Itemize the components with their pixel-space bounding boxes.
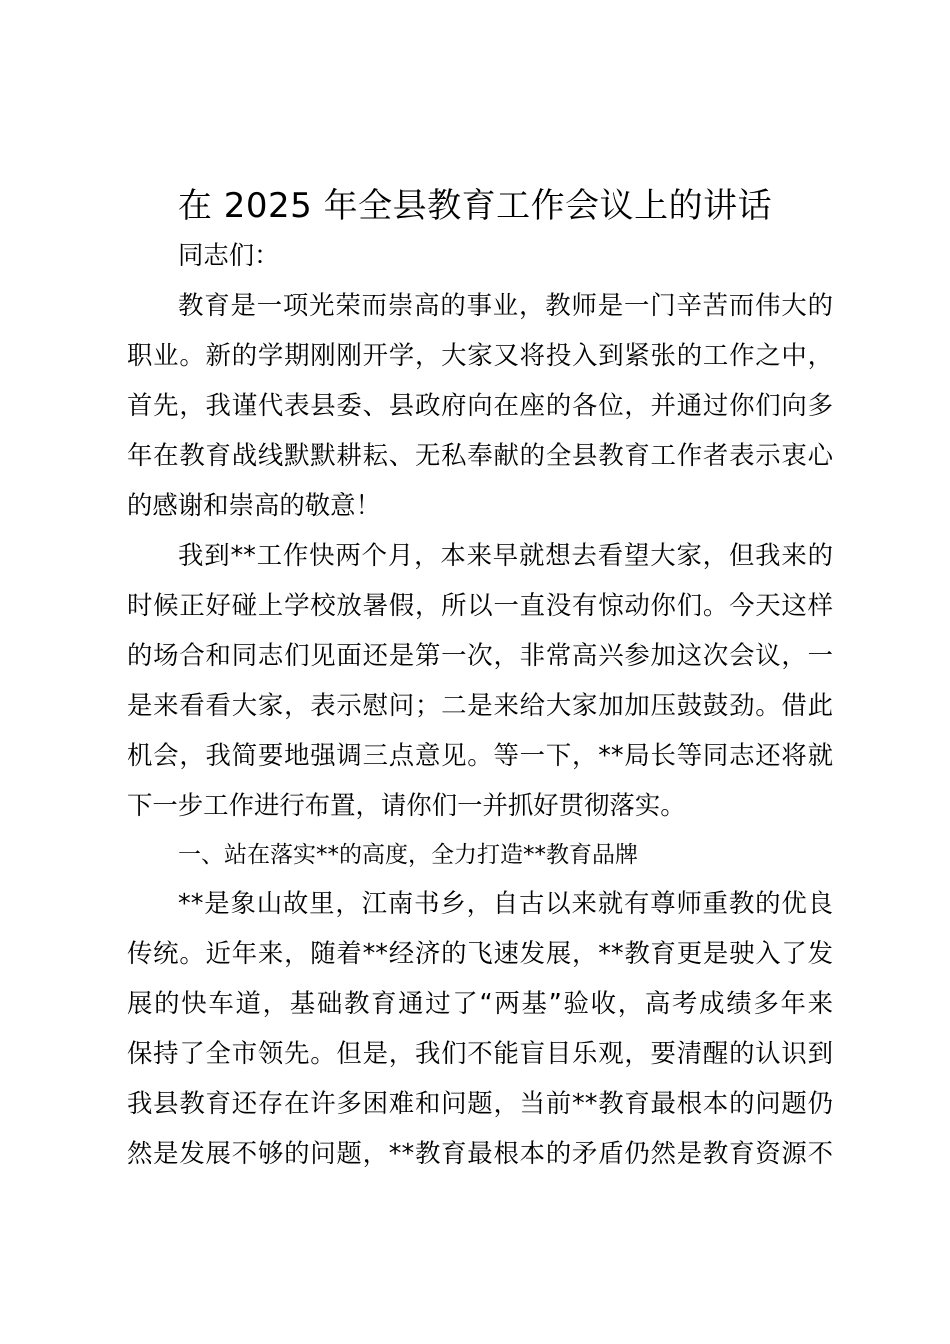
section-paragraph-line-1: **是象山故里，江南书乡，自古以来就有尊师重教的优良 xyxy=(178,888,833,918)
paragraph-1-line-4: 年在教育战线默默耕耘、无私奉献的全县教育工作者表示衷心 xyxy=(127,440,833,470)
paragraph-2-line-6: 下一步工作进行布置，请你们一并抓好贯彻落实。 xyxy=(127,790,686,820)
section-paragraph-line-2: 传统。近年来，随着**经济的飞速发展，**教育更是驶入了发 xyxy=(127,938,833,968)
document-title: 在 2025 年全县教育工作会议上的讲话 xyxy=(177,186,773,226)
section-heading: 一、站在落实**的高度，全力打造**教育品牌 xyxy=(178,842,638,868)
paragraph-1-line-1: 教育是一项光荣而崇高的事业，教师是一门辛苦而伟大的 xyxy=(178,290,833,320)
paragraph-2-line-4: 是来看看大家，表示慰问；二是来给大家加加压鼓鼓劲。借此 xyxy=(127,690,833,720)
paragraph-2-line-2: 时候正好碰上学校放暑假，所以一直没有惊动你们。今天这样 xyxy=(127,590,833,620)
section-paragraph-line-3: 展的快车道，基础教育通过了“两基”验收，高考成绩多年来 xyxy=(127,988,833,1018)
salutation: 同志们： xyxy=(178,240,280,270)
section-paragraph-line-5: 我县教育还存在许多困难和问题，当前**教育最根本的问题仍 xyxy=(127,1088,833,1118)
section-paragraph-line-6: 然是发展不够的问题，**教育最根本的矛盾仍然是教育资源不 xyxy=(127,1138,833,1168)
paragraph-1-line-3: 首先，我谨代表县委、县政府向在座的各位，并通过你们向多 xyxy=(127,390,833,420)
paragraph-1-line-5: 的感谢和崇高的敬意！ xyxy=(127,490,381,520)
paragraph-1-line-2: 职业。新的学期刚刚开学，大家又将投入到紧张的工作之中， xyxy=(127,340,833,370)
section-paragraph-line-4: 保持了全市领先。但是，我们不能盲目乐观，要清醒的认识到 xyxy=(127,1038,833,1068)
paragraph-2-line-1: 我到**工作快两个月，本来早就想去看望大家，但我来的 xyxy=(178,540,833,570)
paragraph-2-line-3: 的场合和同志们见面还是第一次，非常高兴参加这次会议，一 xyxy=(127,640,833,670)
paragraph-2-line-5: 机会，我简要地强调三点意见。等一下，**局长等同志还将就 xyxy=(127,740,833,770)
